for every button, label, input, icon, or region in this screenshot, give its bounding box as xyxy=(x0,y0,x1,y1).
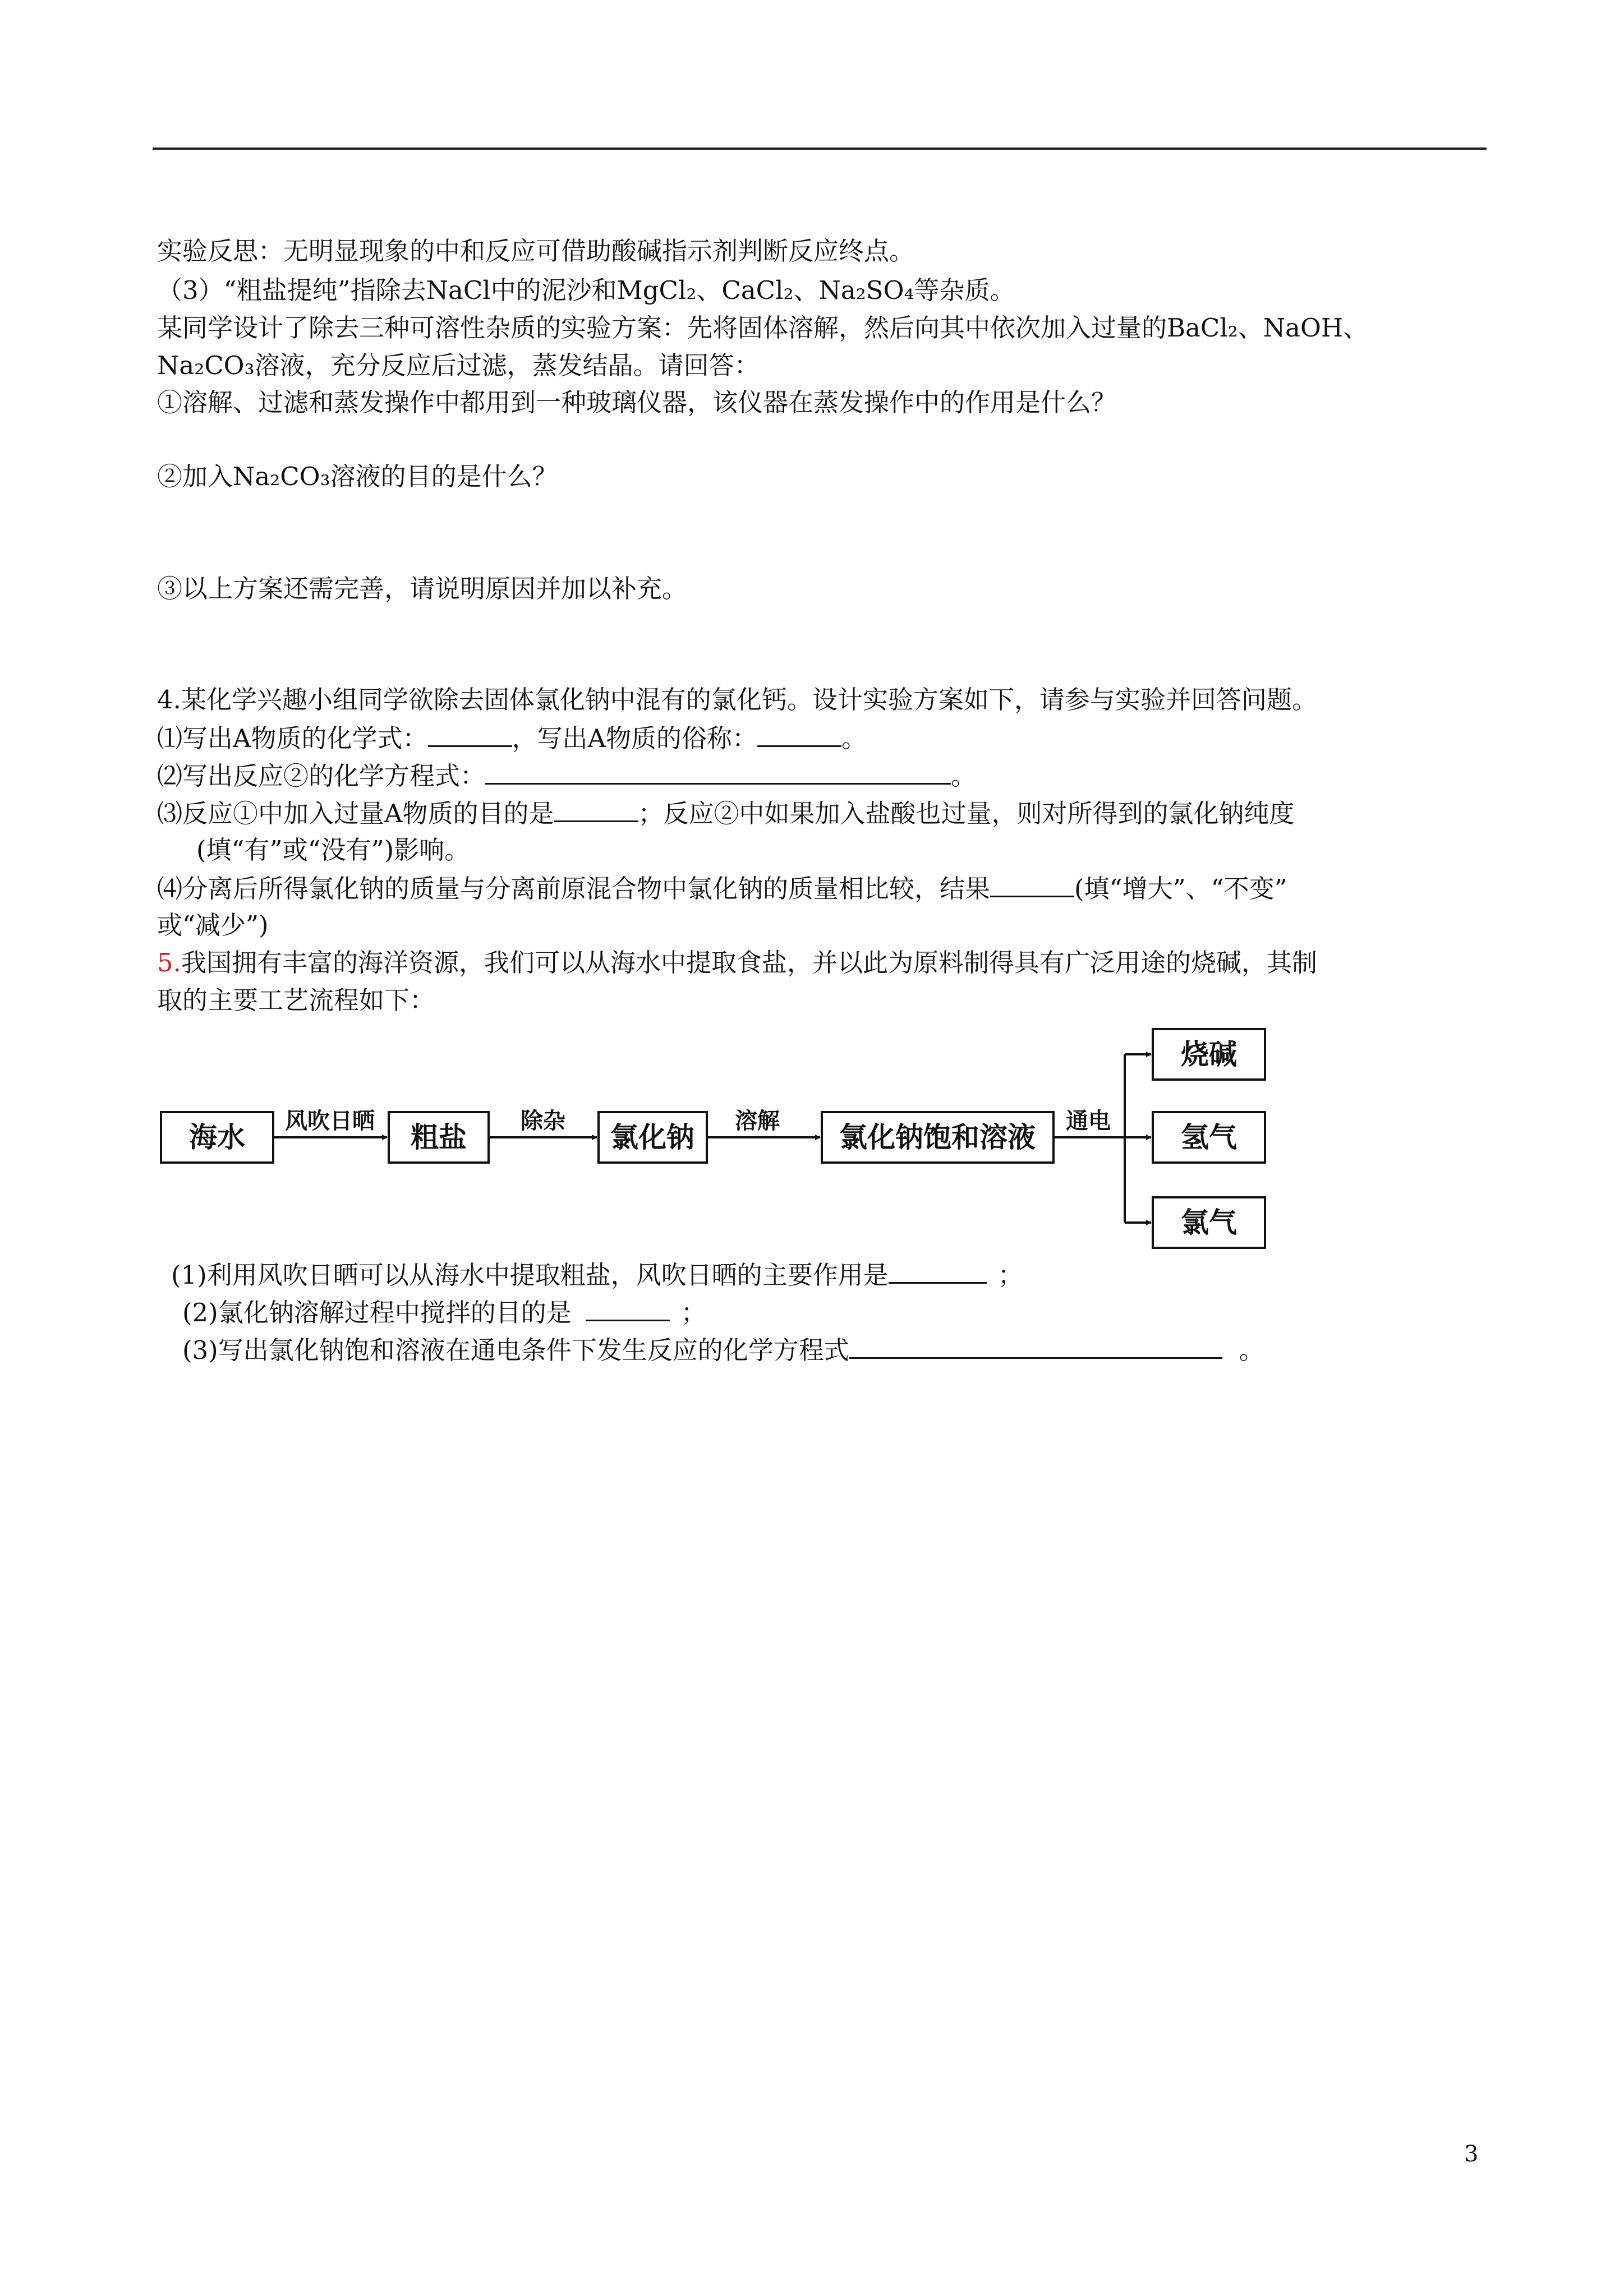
q5-sub1: (1)利用风吹日晒可以从海水中提取粗盐，风吹日晒的主要作用是 ； xyxy=(171,1257,1023,1292)
q3-subq1: ①溶解、过滤和蒸发操作中都用到一种玻璃仪器，该仪器在蒸发操作中的作用是什么？ xyxy=(157,388,1117,417)
q3-plan-line1: 某同学设计了除去三种可溶性杂质的实验方案：先将固体溶解，然后向其中依次加入过量的BaCl₂、NaOH、 xyxy=(157,313,1369,343)
answer-blank[interactable] xyxy=(586,1295,670,1321)
q3-plan-line2: Na₂CO₃溶液，充分反应后过滤，蒸发结晶。请回答： xyxy=(157,351,760,380)
saturated-solution-label: 氯化钠饱和溶液 xyxy=(839,1121,1036,1154)
q4-sub2: ⑵写出反应②的化学方程式： 。 xyxy=(157,758,976,793)
chlorine-label: 氯气 xyxy=(1181,1206,1237,1239)
q4-sub4: ⑷分离后所得氯化钠的质量与分离前原混合物中氯化钠的质量相比较，结果 (填“增大”、“不变” xyxy=(157,871,1287,906)
q5-sub2: (2)氯化钠溶解过程中搅拌的目的是 ； xyxy=(182,1295,706,1330)
page-number: 3 xyxy=(1464,2141,1479,2167)
dissolve-label: 溶解 xyxy=(735,1108,780,1134)
remove-impurity-label: 除杂 xyxy=(521,1108,565,1134)
q5-sub3: (3)写出氯化钠饱和溶液在通电条件下发生反应的化学方程式 。 xyxy=(182,1333,1264,1367)
electrolysis-label: 通电 xyxy=(1066,1108,1111,1134)
answer-blank[interactable] xyxy=(889,1257,987,1284)
q4-sub3-cont: (填“有”或“没有”)影响。 xyxy=(196,835,470,865)
wind-sun-label: 风吹日晒 xyxy=(285,1108,375,1134)
q3-subq2: ②加入Na₂CO₃溶液的目的是什么？ xyxy=(157,462,558,491)
q4-sub3: ⑶反应①中加入过量A物质的目的是 ；反应②中如果加入盐酸也过量，则对所得到的氯化钠纯度 xyxy=(157,796,1295,831)
q3-subq3: ③以上方案还需完善，请说明原因并加以补充。 xyxy=(157,574,688,603)
crude-salt-label: 粗盐 xyxy=(411,1121,467,1154)
q5-number: 5. xyxy=(157,948,181,978)
q4-sub4-cont: 或“减少”) xyxy=(157,910,269,940)
q4-sub1: ⑴写出A物质的化学式： ，写出A物质的俗称： 。 xyxy=(157,721,867,755)
q4-title: 4.某化学兴趣小组同学欲除去固体氯化钠中混有的氯化钙。设计实验方案如下，请参与实验并回答问题。 xyxy=(157,685,1317,714)
nacl-label: 氯化钠 xyxy=(610,1121,694,1154)
reflection-text: 实验反思：无明显现象的中和反应可借助酸碱指示剂判断反应终点。 xyxy=(157,236,915,266)
seawater-label: 海水 xyxy=(189,1121,245,1154)
answer-blank[interactable] xyxy=(849,1333,1222,1359)
q5-intro-cont: 取的主要工艺流程如下： xyxy=(157,985,435,1015)
caustic-soda-label: 烧碱 xyxy=(1181,1038,1237,1071)
q5-intro: 5.我国拥有丰富的海洋资源，我们可以从海水中提取食盐，并以此为原料制得具有广泛用途的烧碱，其制 xyxy=(157,948,1317,978)
hydrogen-label: 氢气 xyxy=(1181,1121,1237,1154)
q3-intro: （3）“粗盐提纯”指除去NaCl中的泥沙和MgCl₂、CaCl₂、Na₂SO₄等杂质。 xyxy=(157,275,1015,305)
